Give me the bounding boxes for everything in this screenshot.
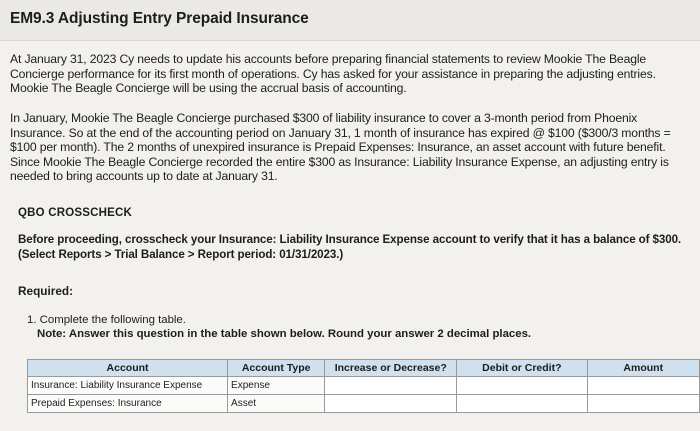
account-cell: Prepaid Expenses: Insurance <box>28 395 228 413</box>
amount-input[interactable] <box>587 395 700 413</box>
debit-credit-value[interactable] <box>457 395 586 412</box>
intro-paragraph: At January 31, 2023 Cy needs to update his accounts before preparing financial statements to review Mookie The Beagle Concierge performance for its first month of operations. Cy has asked for your assistance in preparing the adjusting entries. Mookie The Beagle Concierge will be using the accrual basis of accounting. <box>10 52 656 96</box>
table-row <box>28 395 700 413</box>
increase-decrease-input[interactable] <box>325 395 457 413</box>
note-text: Note: Answer this question in the table shown below. Round your answer 2 decimal places. <box>37 328 532 340</box>
amount-value[interactable] <box>588 395 700 412</box>
crosscheck-paragraph: Before proceeding, crosscheck your Insurance: Liability Insurance Expense account to verify that it has a balance of $300. (Select Reports > Trial Balance > Report period: 01/31/2023.) <box>18 233 682 261</box>
scenario-paragraph: In January, Mookie The Beagle Concierge purchased $300 of liability insurance to cover a 3-month period from Phoenix Insurance. So at the end of the accounting period on January 31, 1 month of insurance has expired @ $100 ($300/3 months = $100 per month). The 2 months of unexpired insurance is Prepaid Expenses: Insurance, an asset account with future benefit. Since Mookie The Beagle Concierge recorded the entire $300 as Insurance: Liability Insurance Expense, an adjusting entry is needed to bring accounts up to date at January 31. <box>10 111 671 184</box>
required-label: Required: <box>18 284 74 298</box>
increase-decrease-value[interactable] <box>325 377 456 394</box>
header-account-type: Account Type <box>228 360 325 377</box>
header-account: Account <box>28 360 228 377</box>
table-row <box>28 377 700 395</box>
header-increase-decrease: Increase or Decrease? <box>325 360 457 377</box>
header-bar <box>0 0 700 41</box>
header-debit-credit: Debit or Credit? <box>457 360 587 377</box>
debit-credit-input[interactable] <box>457 377 587 395</box>
qbo-crosscheck-heading: QBO CROSSCHECK <box>18 207 132 219</box>
account-cell: Insurance: Liability Insurance Expense <box>28 377 228 395</box>
account-type-cell: Expense <box>228 377 325 395</box>
instruction-text: 1. Complete the following table. <box>27 314 186 326</box>
debit-credit-value[interactable] <box>457 377 586 394</box>
page-title: EM9.3 Adjusting Entry Prepaid Insurance <box>10 10 309 27</box>
increase-decrease-value[interactable] <box>325 395 456 412</box>
header-amount: Amount <box>587 360 700 377</box>
account-type-cell: Asset <box>228 395 325 413</box>
table-header-row <box>28 360 700 377</box>
debit-credit-input[interactable] <box>457 395 587 413</box>
increase-decrease-input[interactable] <box>325 377 457 395</box>
instructions <box>27 313 531 341</box>
adjusting-entry-table <box>27 359 700 413</box>
amount-input[interactable] <box>587 377 700 395</box>
amount-value[interactable] <box>588 377 700 394</box>
